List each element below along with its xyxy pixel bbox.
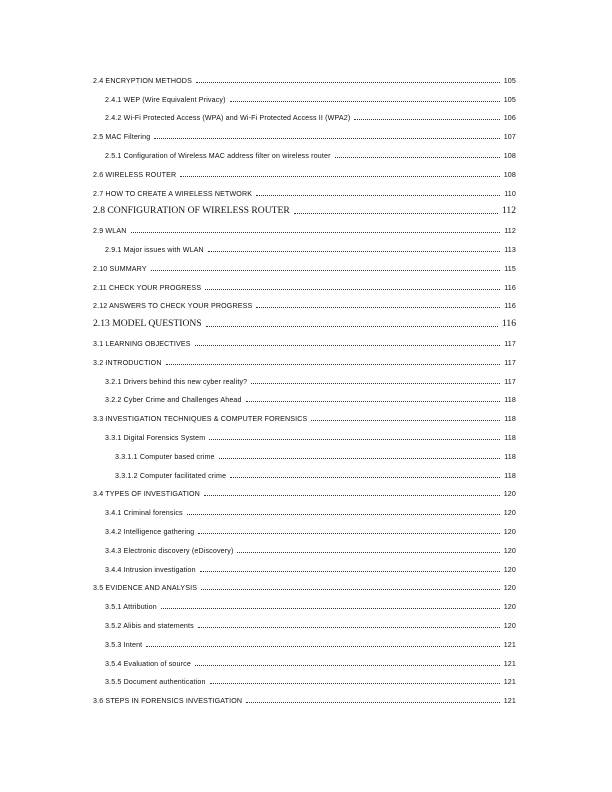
- toc-entry[interactable]: [93, 442, 516, 461]
- toc-entry-title: 2.5.1 Configuration of Wireless MAC address filter on wireless router: [105, 151, 331, 160]
- toc-entry-title: 3.4.4 Intrusion investigation: [105, 565, 196, 574]
- toc-entry-title: 3.5.1 Attribution: [105, 603, 157, 612]
- toc-entry-page-number: 120: [503, 527, 516, 536]
- dot-leader: [230, 100, 500, 102]
- dot-leader: [335, 156, 500, 158]
- toc-entry-title: 2.6 WIRELESS ROUTER: [93, 170, 177, 179]
- toc-entry-title: 3.5.4 Evaluation of source: [105, 659, 191, 668]
- toc-entry[interactable]: [93, 104, 516, 123]
- dot-leader: [187, 513, 500, 515]
- toc-entry-page-number: 108: [503, 151, 516, 160]
- toc-entry-page-number: 112: [501, 205, 516, 217]
- toc-entry-title: 3.3.1.1 Computer based crime: [115, 452, 215, 461]
- toc-entry-title: 3.6 STEPS IN FORENSICS INVESTIGATION: [93, 697, 243, 706]
- toc-entry-page-number: 118: [504, 471, 516, 480]
- toc-entry-title: 3.3 INVESTIGATION TECHNIQUES & COMPUTER FORENSICS: [93, 415, 308, 424]
- dot-leader: [230, 476, 500, 478]
- toc-entry[interactable]: [93, 122, 516, 141]
- toc-entry[interactable]: [93, 179, 516, 198]
- toc-entry-title: 3.4.3 Electronic discovery (eDiscovery): [105, 546, 234, 555]
- toc-entry-page-number: 121: [503, 659, 516, 668]
- toc-entry-title: 3.5 EVIDENCE AND ANALYSIS: [93, 584, 198, 593]
- toc-entry-title: 3.2 INTRODUCTION: [93, 358, 162, 367]
- toc-entry-title: 2.9.1 Major issues with WLAN: [105, 245, 204, 254]
- toc-entry-page-number: 120: [503, 621, 516, 630]
- toc-entry-title: 3.2.2 Cyber Crime and Challenges Ahead: [105, 396, 242, 405]
- toc-entry-page-number: 120: [503, 603, 516, 612]
- toc-entry[interactable]: [93, 348, 516, 367]
- toc-entry-page-number: 120: [503, 546, 516, 555]
- toc-entry[interactable]: [93, 592, 516, 611]
- dot-leader: [208, 250, 500, 252]
- toc-entry-title: 3.5.5 Document authentication: [105, 678, 206, 687]
- toc-entry-title: 2.4.1 WEP (Wire Equivalent Privacy): [105, 95, 226, 104]
- dot-leader: [201, 588, 500, 590]
- dot-leader: [256, 306, 500, 308]
- toc-entry-page-number: 116: [504, 283, 516, 292]
- toc-entry-title: 3.1 LEARNING OBJECTIVES: [93, 339, 191, 348]
- toc-entry-page-number: 118: [504, 452, 516, 461]
- toc-entry-page-number: 121: [503, 697, 516, 706]
- toc-entry[interactable]: [93, 367, 516, 386]
- dot-leader: [311, 419, 500, 421]
- toc-entry-title: 3.2.1 Drivers behind this new cyber reality?: [105, 377, 248, 386]
- toc-entry[interactable]: [93, 310, 516, 329]
- toc-entry[interactable]: [93, 141, 516, 160]
- toc-entry-page-number: 117: [504, 377, 516, 386]
- toc-entry[interactable]: [93, 273, 516, 292]
- toc-entry[interactable]: [93, 216, 516, 235]
- dot-leader: [200, 570, 500, 572]
- toc-entry[interactable]: [93, 85, 516, 104]
- toc-entry[interactable]: [93, 649, 516, 668]
- toc-entry-title: 3.3.1 Digital Forensics System: [105, 433, 206, 442]
- toc-entry-title: 2.7 HOW TO CREATE A WIRELESS NETWORK: [93, 189, 253, 198]
- toc-entry-title: 3.3.1.2 Computer facilitated crime: [115, 471, 227, 480]
- toc-entry-title: 2.13 MODEL QUESTIONS: [93, 318, 202, 330]
- dot-leader: [166, 363, 501, 365]
- toc-entry-page-number: 113: [504, 245, 516, 254]
- toc-entry-page-number: 110: [504, 189, 516, 198]
- toc-entry-title: 3.4.2 Intelligence gathering: [105, 527, 195, 536]
- dot-leader: [131, 231, 501, 233]
- toc-entry-title: 3.4.1 Criminal forensics: [105, 509, 183, 518]
- toc-entry-title: 2.4.2 Wi-Fi Protected Access (WPA) and Wi-Fi Protected Access II (WPA2): [105, 114, 351, 123]
- toc-entry-page-number: 107: [503, 133, 516, 142]
- toc-entry[interactable]: [93, 668, 516, 687]
- toc-entry-page-number: 116: [501, 318, 516, 330]
- toc-entry[interactable]: [93, 480, 516, 499]
- toc-entry[interactable]: [93, 404, 516, 423]
- toc-entry-title: 2.12 ANSWERS TO CHECK YOUR PROGRESS: [93, 302, 253, 311]
- toc-entry[interactable]: [93, 461, 516, 480]
- toc-entry[interactable]: [93, 423, 516, 442]
- dot-leader: [180, 175, 499, 177]
- toc-entry-page-number: 115: [504, 264, 516, 273]
- toc-entry-page-number: 105: [503, 95, 516, 104]
- toc-entry[interactable]: [93, 536, 516, 555]
- toc-entry-page-number: 108: [503, 170, 516, 179]
- dot-leader: [146, 645, 499, 647]
- dot-leader: [195, 344, 501, 346]
- dot-leader: [204, 494, 500, 496]
- toc-entry[interactable]: [93, 235, 516, 254]
- toc-entry[interactable]: [93, 160, 516, 179]
- dot-leader: [237, 551, 499, 553]
- toc-entry[interactable]: [93, 611, 516, 630]
- toc-entry-page-number: 116: [504, 302, 516, 311]
- dot-leader: [251, 382, 500, 384]
- toc-entry-page-number: 106: [503, 114, 516, 123]
- toc-entry[interactable]: [93, 386, 516, 405]
- toc-entry-title: 2.9 WLAN: [93, 227, 127, 236]
- dot-leader: [246, 701, 500, 703]
- dot-leader: [151, 269, 501, 271]
- dot-leader: [354, 118, 499, 120]
- toc-entry-page-number: 117: [504, 358, 516, 367]
- toc-entry-page-number: 121: [503, 640, 516, 649]
- toc-entry[interactable]: [93, 517, 516, 536]
- toc-entry-title: 3.5.3 Intent: [105, 640, 143, 649]
- toc-entry-title: 2.8 CONFIGURATION OF WIRELESS ROUTER: [93, 205, 290, 217]
- dot-leader: [209, 438, 500, 440]
- dot-leader: [161, 607, 500, 609]
- dot-leader: [206, 325, 498, 327]
- dot-leader: [256, 194, 500, 196]
- toc-entry[interactable]: [93, 498, 516, 517]
- toc-entry[interactable]: [93, 254, 516, 273]
- toc-entry[interactable]: [93, 686, 516, 705]
- toc-entry-page-number: 120: [503, 565, 516, 574]
- dot-leader: [196, 81, 500, 83]
- dot-leader: [219, 457, 501, 459]
- toc-entry-page-number: 121: [503, 678, 516, 687]
- dot-leader: [294, 212, 498, 214]
- toc-entry-page-number: 118: [504, 396, 516, 405]
- toc-entry-page-number: 112: [504, 227, 516, 236]
- toc-entry[interactable]: [93, 329, 516, 348]
- toc-entry-page-number: 118: [504, 433, 516, 442]
- dot-leader: [246, 400, 501, 402]
- toc-entry-title: 2.5 MAC Filtering: [93, 133, 151, 142]
- toc-entry[interactable]: [93, 292, 516, 311]
- dot-leader: [198, 626, 500, 628]
- toc-entry-page-number: 118: [504, 415, 516, 424]
- dot-leader: [198, 532, 499, 534]
- toc-entry-page-number: 120: [503, 509, 516, 518]
- toc-entry[interactable]: [93, 66, 516, 85]
- toc-entry-title: 2.11 CHECK YOUR PROGRESS: [93, 283, 202, 292]
- toc-entry-title: 3.4 TYPES OF INVESTIGATION: [93, 490, 200, 499]
- toc-entry[interactable]: [93, 198, 516, 217]
- toc-entry[interactable]: [93, 574, 516, 593]
- dot-leader: [195, 664, 500, 666]
- toc-entry-page-number: 105: [503, 76, 516, 85]
- dot-leader: [154, 137, 499, 139]
- toc-entry-title: 2.10 SUMMARY: [93, 264, 147, 273]
- toc-entry-page-number: 120: [503, 584, 516, 593]
- dot-leader: [210, 682, 500, 684]
- dot-leader: [205, 288, 500, 290]
- toc-entry-page-number: 117: [504, 339, 516, 348]
- toc-entry[interactable]: [93, 555, 516, 574]
- toc-entry[interactable]: [93, 630, 516, 649]
- toc-entry-page-number: 120: [503, 490, 516, 499]
- toc-entry-title: 3.5.2 Alibis and statements: [105, 621, 194, 630]
- toc-entry-title: 2.4 ENCRYPTION METHODS: [93, 76, 192, 85]
- table-of-contents: [93, 66, 516, 705]
